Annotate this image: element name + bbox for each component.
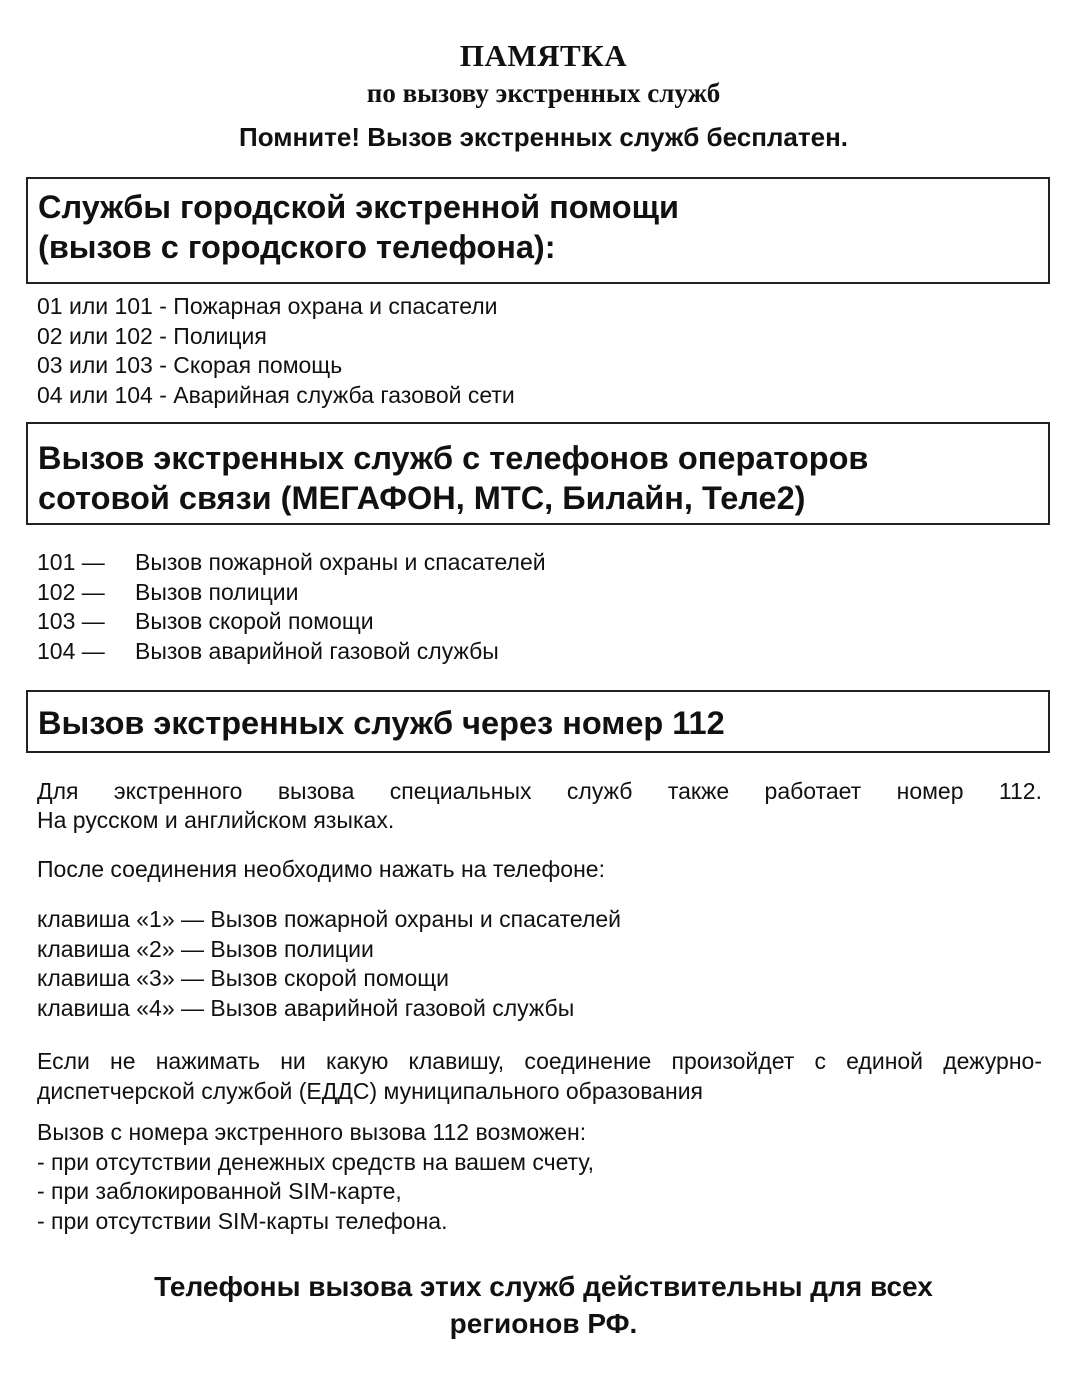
free-call-reminder: Помните! Вызов экстренных служб бесплатен. — [239, 122, 848, 152]
service-code: 101 — — [37, 549, 105, 575]
edds-line-2: диспетчерской службой (ЕДДС) муниципального образования — [37, 1077, 704, 1104]
list-item: клавиша «1» — Вызов пожарной охраны и спасателей — [37, 906, 622, 932]
list-item: - при отсутствии денежных средств на вашем счету, — [37, 1148, 595, 1175]
list-item — [37, 548, 546, 578]
after-connect-instruction: После соединения необходимо нажать на телефоне: — [37, 856, 605, 882]
key-options-list — [37, 905, 1042, 1023]
document-subtitle: по вызову экстренных служб — [366, 78, 721, 108]
list-item: - при отсутствии SIM-карты телефона. — [37, 1207, 448, 1234]
list-item: клавиша «4» — Вызов аварийной газовой службы — [37, 994, 575, 1021]
service-name: Вызов полиции — [135, 578, 299, 605]
service-code: 102 — — [37, 578, 105, 605]
call-conditions-list — [37, 1118, 1042, 1236]
footer-line-1: Телефоны вызова этих служб действительны для всех — [154, 1271, 933, 1302]
list-item: 01 или 101 - Пожарная охрана и спасатели — [37, 293, 498, 319]
city-services-list — [37, 292, 515, 410]
city-services-heading-box — [26, 177, 1050, 284]
list-item — [37, 578, 546, 608]
mobile-services-list — [37, 548, 546, 666]
number-112-intro-line-2: На русском и английском языках. — [37, 807, 395, 833]
edds-line-1: Если не нажимать ни какую клавишу, соединение произойдет с единой дежурно- — [37, 1048, 1042, 1074]
city-heading-line-2: (вызов с городского телефона): — [38, 229, 556, 265]
document-title: ПАМЯТКА — [459, 38, 628, 73]
list-item: 04 или 104 - Аварийная служба газовой сети — [37, 381, 515, 408]
service-name: Вызов скорой помощи — [135, 608, 374, 634]
list-item — [37, 637, 546, 667]
service-code: 103 — — [37, 608, 105, 634]
list-item — [37, 607, 546, 637]
city-heading-line-1: Службы городской экстренной помощи — [38, 189, 680, 225]
number-112-heading: Вызов экстренных служб через номер 112 — [38, 705, 725, 741]
number-112-heading-box — [26, 690, 1050, 753]
list-item: 02 или 102 - Полиция — [37, 322, 267, 349]
edds-note — [37, 1047, 1042, 1106]
service-name: Вызов аварийной газовой службы — [135, 637, 499, 664]
mobile-services-heading-box — [26, 422, 1050, 525]
list-item: клавиша «2» — Вызов полиции — [37, 935, 374, 962]
list-item: клавиша «3» — Вызов скорой помощи — [37, 965, 450, 991]
service-name: Вызов пожарной охраны и спасателей — [135, 549, 546, 575]
number-112-intro-line-1: Для экстренного вызова специальных служб также работает номер 112. — [37, 778, 1042, 804]
validity-footer — [0, 1268, 1087, 1342]
mobile-heading-line-2: сотовой связи (МЕГАФОН, МТС, Билайн, Теле2) — [38, 480, 806, 516]
list-item: - при заблокированной SIM-карте, — [37, 1178, 402, 1204]
list-item: 03 или 103 - Скорая помощь — [37, 352, 343, 378]
list-item: Вызов с номера экстренного вызова 112 возможен: — [37, 1119, 587, 1145]
service-code: 104 — — [37, 637, 105, 664]
footer-line-2: регионов РФ. — [449, 1308, 638, 1339]
mobile-heading-line-1: Вызов экстренных служб с телефонов операторов — [38, 440, 869, 476]
